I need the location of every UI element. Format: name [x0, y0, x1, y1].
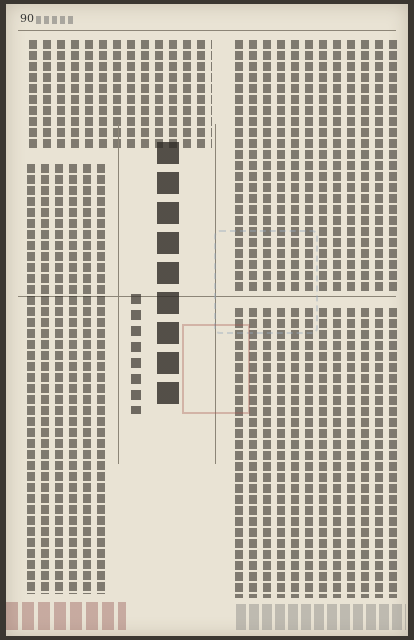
library-stamp [214, 230, 318, 334]
running-header [36, 16, 76, 24]
text-column-left [24, 164, 110, 594]
author-byline [131, 294, 141, 414]
text-column-bottom-right [232, 308, 398, 598]
header-rule [18, 30, 396, 31]
magazine-page [6, 4, 408, 636]
red-seal-stamp [182, 324, 250, 414]
archive-stamp [6, 602, 126, 630]
article-title [157, 142, 179, 412]
archive-watermark [236, 604, 406, 630]
page-number: 90 [20, 12, 34, 25]
